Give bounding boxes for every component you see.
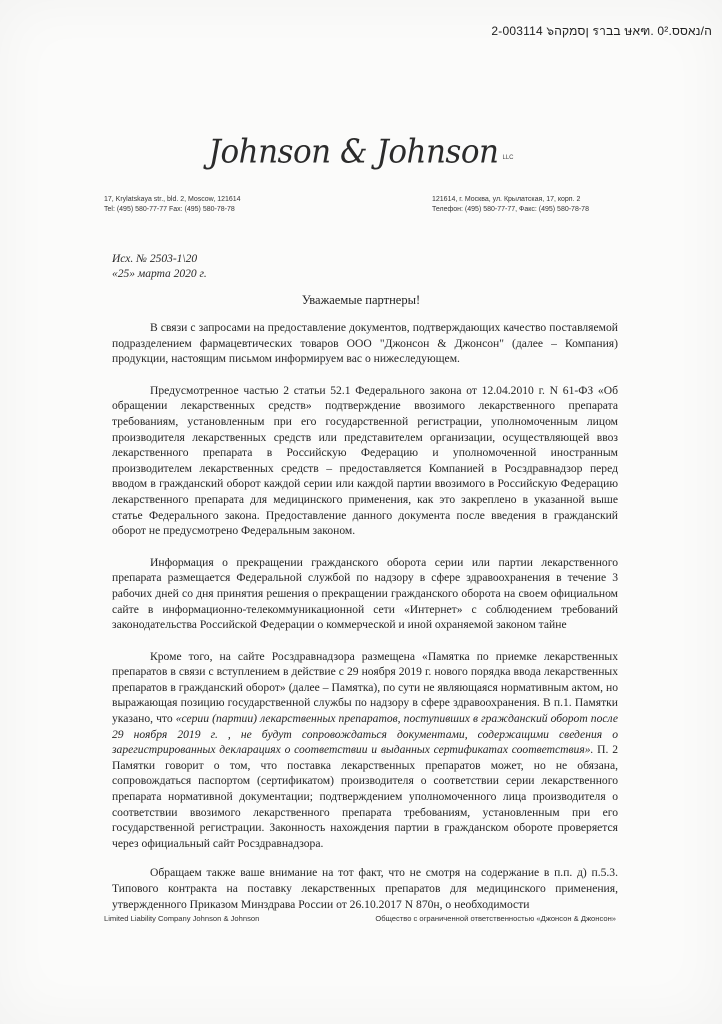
- logo-suffix: LLC: [502, 155, 514, 162]
- address-english: [104, 195, 241, 215]
- paragraph-2: Предусмотренное частью 2 статьи 52.1 Федерального закона от 12.04.2010 г. N 61-ФЗ «Об обращении лекарственных средств» подтверждение ввозимого лекарственного препарата требованиям, установленным при его государственной регистрации, уполномоченным лицом производителя лекарственных средств или представителем организации, осуществляющей ввоз лекарственного препарата в Российскую Федерацию и уполномоченной иностранным производителем лекарственных средств – предоставляется Компанией в Росздравнадзор перед вводом в гражданский оборот каждой серии или каждой партии ввозимого в Российскую Федерацию лекарственного препарата для медицинского применения, как это закреплено в указанной выше статье Федерального закона. Предоставление данного документа после введения в гражданский оборот не предусмотрено Федеральным законом.: [112, 383, 618, 538]
- paragraph-3: Информация о прекращении гражданского оборота серии или партии лекарственного препарата размещается Федеральной службой по надзору в сфере здравоохранения в течение 3 рабочих дней со дня принятия решения о прекращении гражданского оборота на своем официальном сайте в информационно-телекоммуникационной сети «Интернет» с соблюдением требований законодательства Российской Федерации о коммерческой и иной охраняемой законом тайне: [112, 555, 618, 632]
- paragraph-4-part-b: П. 2 Памятки говорит о том, что поставка лекарственных препаратов может, но не обязана, сопровождаться паспортом (сертификатом) производителя о соответствии серии лекарственного препарата нормативной документации; подтверждением уполномоченного лица производителя о соответствии ввозимого лекарственного препарата требованиям, установленным при его государственной регистрации. Законность нахождения партии в гражданском обороте проверяется через официальный сайт Росздравнадзора.: [112, 743, 618, 850]
- company-logo: [0, 134, 722, 170]
- paragraph-5: Обращаем также ваше внимание на тот факт, что не смотря на содержание в п.п. д) п.5.3. Типового контракта на поставку лекарственных препаратов для медицинского применения, утвержденного Приказом Минздрава России от 26.10.2017 N 870н, о необходимости: [112, 866, 618, 911]
- outgoing-date: «25» марта 2020 г.: [112, 268, 207, 280]
- logo-wordmark: Johnson & Johnson: [208, 132, 499, 172]
- address-russian: [432, 195, 589, 215]
- document-stamp: 2-003114 ๖ןסמקה ราבב ษאฑ. ה/נאסס.0²: [491, 24, 712, 38]
- paragraph-4-quote: «серии (партии) лекарственных препаратов, поступивших в гражданский оборот после 29 ноября 2019 г. , не будут сопровождаться документами, содержащими сведения о зарегистрированных декларациях о соответствии и выданных сертификатах соответствия».: [112, 712, 619, 757]
- outgoing-number: Исх. № 2503-1\20: [112, 253, 198, 265]
- footer-russian: Общество с ограниченной ответственностью «Джонсон & Джонсон»: [375, 914, 616, 923]
- address-english-line1: 17, Krylatskaya str., bld. 2, Moscow, 121614: [104, 196, 241, 203]
- paragraph-1: В связи с запросами на предоставление документов, подтверждающих качество поставляемой подразделением фармацевтических товаров ООО "Джонсон & Джонсон" (далее – Компания) продукции, настоящим письмом информируем вас о нижеследующем.: [112, 321, 618, 366]
- paragraph-4: [112, 649, 618, 852]
- address-english-line2: Tel: (495) 580-77-77 Fax: (495) 580-78-78: [104, 206, 235, 213]
- address-russian-line1: 121614, г. Москва, ул. Крылатская, 17, корп. 2: [432, 196, 581, 203]
- letter-footer: [104, 914, 616, 923]
- footer-english: Limited Liability Company Johnson & Johnson: [104, 914, 260, 923]
- outgoing-reference: [112, 252, 207, 282]
- address-russian-line2: Телефон: (495) 580-77-77, Факс: (495) 580-78-78: [432, 206, 589, 213]
- paragraph-4-part-a: Кроме того, на сайте Росздравнадзора размещена «Памятка по приемке лекарственных препаратов в связи с вступлением в действие с 29 ноября 2019 г. нового порядка ввода лекарственных препаратов в гражданский оборот» (далее – Памятка), по сути не являющаяся нормативным актом, но выражающая позицию государственной службы по надзору в сфере здравоохранения. В п.1. Памятки указано, что: [112, 649, 618, 726]
- letter-body: [112, 320, 618, 928]
- salutation: Уважаемые партнеры!: [301, 293, 421, 307]
